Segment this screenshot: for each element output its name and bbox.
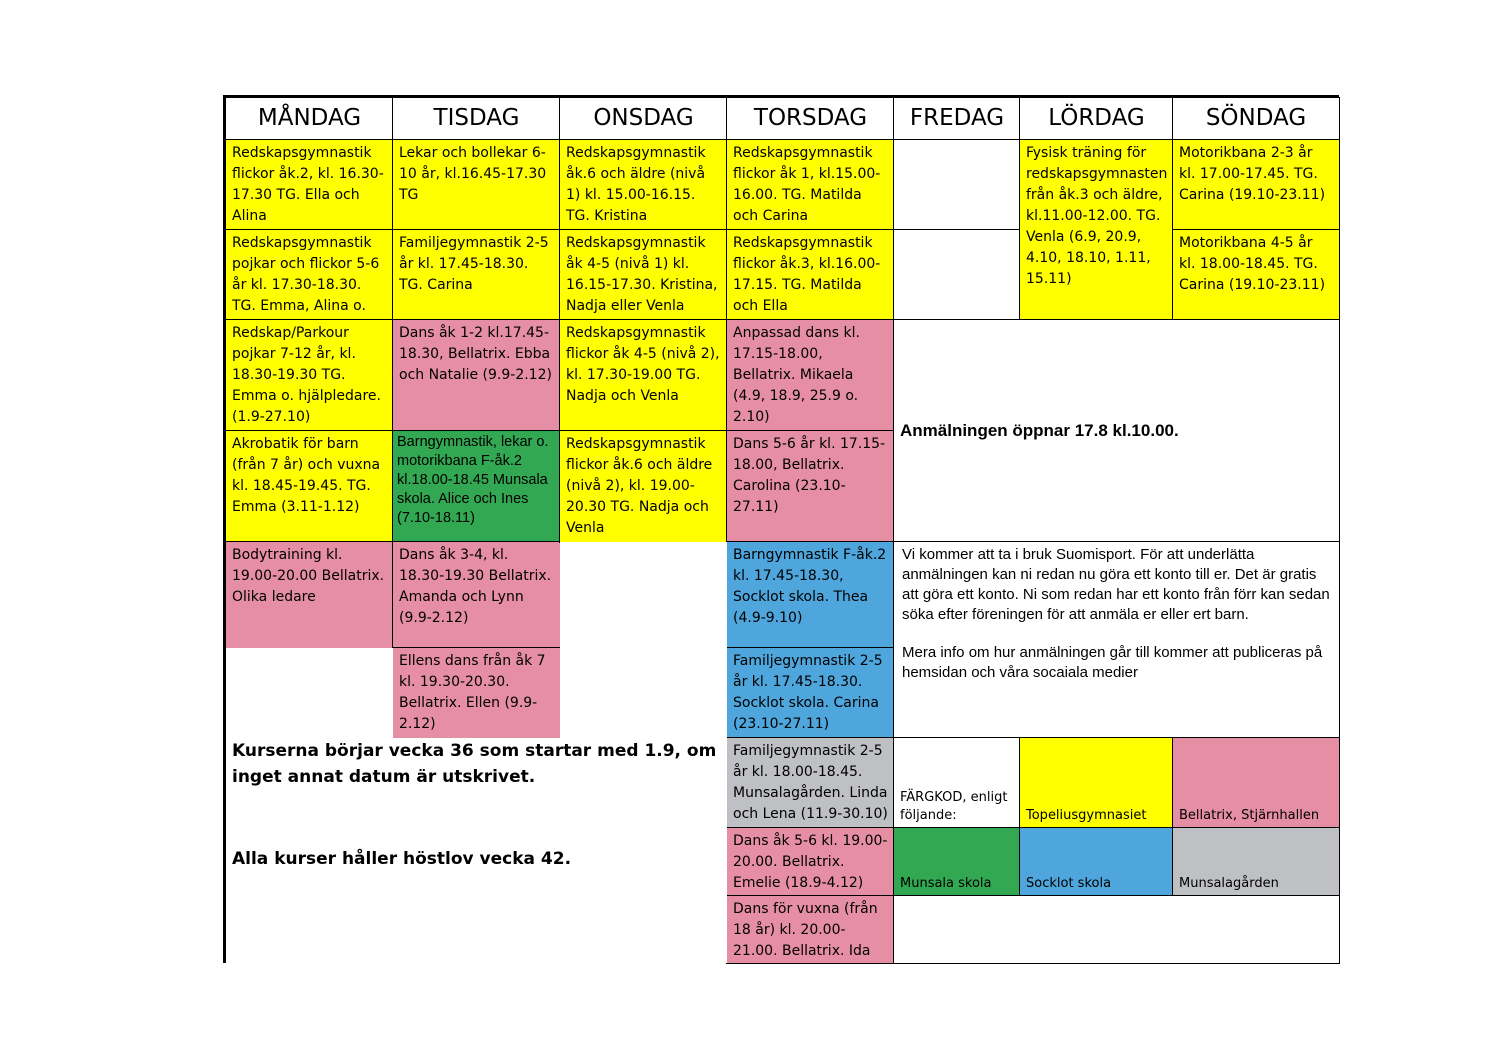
thu-class-4: Dans 5-6 år kl. 17.15-18.00, Bellatrix. Carolina (23.10-27.11) (727, 431, 894, 542)
legend-munsala-skola (894, 828, 1020, 896)
header-sunday: SÖNDAG (1173, 98, 1339, 140)
wed-empty (560, 542, 727, 738)
suomisport-note: Vi kommer att ta i bruk Suomisport. För att underlätta anmälningen kan ni redan nu göra ett konto till er. Det är gratis att göra ett konto. Ni som redan har ett konto från förr kan sedan söka efter föreningen för att anmäla er eller ert barn. (902, 546, 1330, 623)
empty-bottom-right (894, 896, 1339, 963)
more-info-note: Mera info om hur anmälningen går till kommer att publiceras på hemsidan och våra socaiala medier (902, 644, 1323, 681)
schedule-table (223, 95, 1339, 963)
fri-empty-2 (894, 230, 1020, 320)
wed-class-3: Redskapsgymnastik flickor åk 4-5 (nivå 2), kl. 17.30-19.00 TG. Nadja och Venla (560, 320, 727, 431)
mon-class-5: Bodytraining kl. 19.00-20.00 Bellatrix. Olika ledare (226, 542, 393, 648)
header-saturday: LÖRDAG (1020, 98, 1173, 140)
tue-class-6: Ellens dans från åk 7 kl. 19.30-20.30. Bellatrix. Ellen (9.9-2.12) (393, 648, 560, 738)
legend-socklot-skola (1020, 828, 1173, 896)
info-box (894, 542, 1339, 738)
sat-class-1: Fysisk träning för redskapsgymnasten från åk.3 och äldre, kl.11.00-12.00. TG. Venla (6.9, 20.9, 4.10, 18.10, 1.11, 15.11) (1020, 140, 1173, 320)
thu-class-2: Redskapsgymnastik flickor åk.3, kl.16.00-17.15. TG. Matilda och Ella (727, 230, 894, 320)
wed-class-4: Redskapsgymnastik flickor åk.6 och äldre (nivå 2), kl. 19.00-20.30 TG. Nadja och Venla (560, 431, 727, 542)
mon-class-2: Redskapsgymnastik pojkar och flickor 5-6 år kl. 17.30-18.30. TG. Emma, Alina o. (226, 230, 393, 320)
legend-label: Bellatrix, Stjärnhallen (1179, 808, 1320, 823)
legend-munsalagarden (1173, 828, 1339, 896)
legend-topeliusgymnasiet (1020, 738, 1173, 828)
thu-class-9: Dans för vuxna (från 18 år) kl. 20.00-21.00. Bellatrix. Ida (727, 896, 894, 963)
mon-empty (226, 648, 393, 738)
legend-title (894, 738, 1020, 828)
legend-title-text: FÄRGKOD, enligt följande: (900, 790, 1008, 823)
tue-class-5: Dans åk 3-4, kl. 18.30-19.30 Bellatrix. Amanda och Lynn (9.9-2.12) (393, 542, 560, 648)
header-wednesday: ONSDAG (560, 98, 727, 140)
tue-class-1: Lekar och bollekar 6-10 år, kl.16.45-17.30 TG (393, 140, 560, 230)
registration-note: Anmälningen öppnar 17.8 kl.10.00. (900, 421, 1179, 440)
mon-class-4: Akrobatik för barn (från 7 år) och vuxna kl. 18.45-19.45. TG. Emma (3.11-1.12) (226, 431, 393, 542)
header-friday: FREDAG (894, 98, 1020, 140)
wed-class-1: Redskapsgymnastik åk.6 och äldre (nivå 1) kl. 15.00-16.15. TG. Kristina (560, 140, 727, 230)
thu-class-5: Barngymnastik F-åk.2 kl. 17.45-18.30, Socklot skola. Thea (4.9-9.10) (727, 542, 894, 648)
header-monday: MÅNDAG (226, 98, 393, 140)
tue-class-2: Familjegymnastik 2-5 år kl. 17.45-18.30. TG. Carina (393, 230, 560, 320)
mon-class-1: Redskapsgymnastik flickor åk.2, kl. 16.30-17.30 TG. Ella och Alina (226, 140, 393, 230)
fri-empty-1 (894, 140, 1020, 230)
start-note: Kurserna börjar vecka 36 som startar med 1.9, om inget annat datum är utskrivet. (232, 741, 717, 787)
sun-class-2: Motorikbana 4-5 år kl. 18.00-18.45. TG. Carina (19.10-23.11) (1173, 230, 1339, 320)
tue-class-4: Barngymnastik, lekar o. motorikbana F-åk.2 kl.18.00-18.45 Munsala skola. Alice och Ines (7.10-18.11) (393, 431, 560, 542)
autumn-break-note: Alla kurser håller höstlov vecka 42. (232, 849, 572, 869)
header-thursday: TORSDAG (727, 98, 894, 140)
legend-bellatrix (1173, 738, 1339, 828)
thu-class-1: Redskapsgymnastik flickor åk 1, kl.15.00-16.00. TG. Matilda och Carina (727, 140, 894, 230)
thu-class-6: Familjegymnastik 2-5 år kl. 17.45-18.30. Socklot skola. Carina (23.10-27.11) (727, 648, 894, 738)
legend-label: Topeliusgymnasiet (1026, 808, 1147, 823)
legend-label: Socklot skola (1026, 876, 1112, 891)
thu-class-3: Anpassad dans kl. 17.15-18.00, Bellatrix. Mikaela (4.9, 18.9, 25.9 o. 2.10) (727, 320, 894, 431)
thu-class-7: Familjegymnastik 2-5 år kl. 18.00-18.45. Munsalagården. Linda och Lena (11.9-30.10) (727, 738, 894, 828)
mon-class-3: Redskap/Parkour pojkar 7-12 år, kl. 18.30-19.30 TG. Emma o. hjälpledare. (1.9-27.10) (226, 320, 393, 431)
header-tuesday: TISDAG (393, 98, 560, 140)
thu-class-8: Dans åk 5-6 kl. 19.00-20.00. Bellatrix. Emelie (18.9-4.12) (727, 828, 894, 896)
wed-class-2: Redskapsgymnastik åk 4-5 (nivå 1) kl. 16.15-17.30. Kristina, Nadja eller Venla (560, 230, 727, 320)
tue-class-3: Dans åk 1-2 kl.17.45-18.30, Bellatrix. Ebba och Natalie (9.9-2.12) (393, 320, 560, 431)
legend-label: Munsala skola (900, 876, 992, 891)
legend-label: Munsalagården (1179, 876, 1279, 891)
notes-area (226, 738, 727, 963)
registration-box (894, 320, 1339, 542)
sun-class-1: Motorikbana 2-3 år kl. 17.00-17.45. TG. Carina (19.10-23.11) (1173, 140, 1339, 230)
